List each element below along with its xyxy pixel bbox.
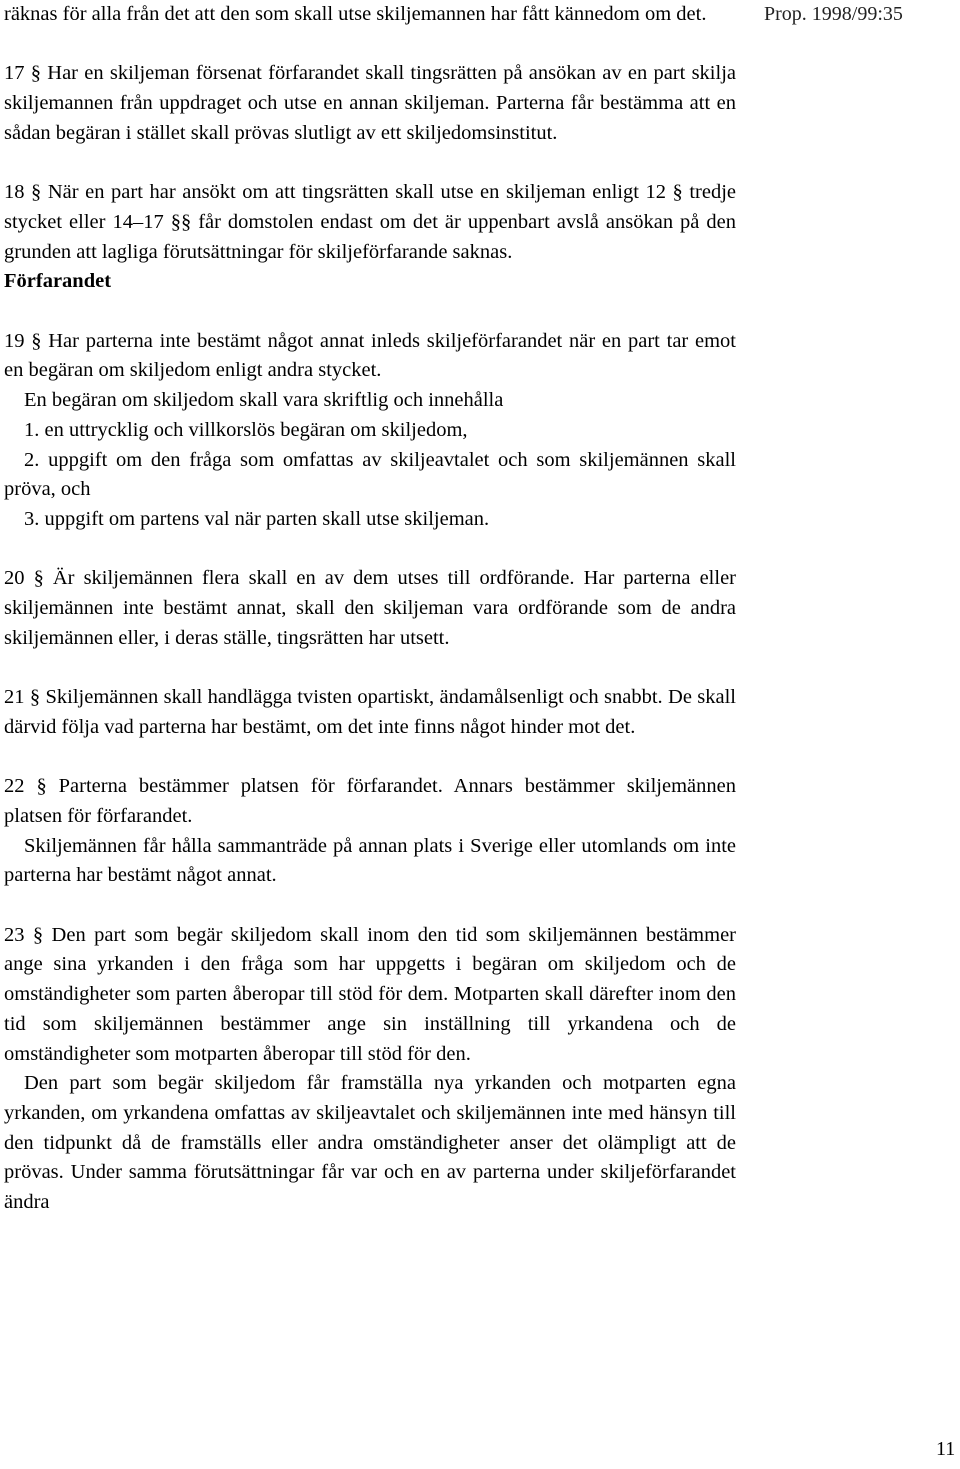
paragraph-section-17: 17 § Har en skiljeman försenat förfarandet skall tingsrätten på ansökan av en part skilja skiljemannen från uppdraget och utse en annan skiljeman. Parterna får bestämma att en sådan begäran i stället skall prövas slutligt av ett skiljedomsinstitut. — [4, 62, 736, 144]
paragraph-section-20: 20 § Är skiljemännen flera skall en av dem utses till ordförande. Har parterna eller skiljemännen inte bestämt annat, skall den skiljeman vara ordförande som de andra skiljemännen eller, i deras ställe, tingsrätten har utsett. — [4, 567, 736, 649]
list-item-3: 3. uppgift om partens val när parten skall utse skiljeman. — [24, 507, 490, 530]
paragraph-section-19-second: En begäran om skiljedom skall vara skriftlig och innehålla — [24, 389, 504, 412]
list-item-2: 2. uppgift om den fråga som omfattas av skiljeavtalet och som skiljemännen skall pröva, och — [4, 448, 736, 501]
list-item-1: 1. en uttrycklig och villkorslös begäran om skiljedom, — [24, 418, 468, 441]
paragraph-continuation: räknas för alla från det att den som skall utse skiljemannen har fått kännedom om det. — [4, 3, 707, 25]
paragraph-section-18: 18 § När en part har ansökt om att tingsrätten skall utse en skiljeman enligt 12 § tredje stycket eller 14–17 §§ får domstolen endast om det är uppenbart avslå ansökan på den grunden att lagliga förutsättningar för skiljeförfarande saknas. — [4, 181, 736, 263]
paragraph-section-19: 19 § Har parterna inte bestämt något annat inleds skiljeförfarandet när en part tar emot en begäran om skiljedom enligt andra stycket. — [4, 329, 736, 382]
paragraph-section-22: 22 § Parterna bestämmer platsen för förfarandet. Annars bestämmer skiljemännen platsen för förfarandet. — [4, 775, 736, 827]
document-body — [4, 0, 736, 1218]
heading-forfarandet: Förfarandet — [4, 270, 112, 293]
paragraph-section-23: 23 § Den part som begär skiljedom skall inom den tid som skiljemännen bestämmer ange sina yrkanden i den fråga som har uppgetts i begäran om skiljedom och de omständigheter som parten åberopar till stöd för dem. Motparten skall därefter inom den tid som skiljemännen bestämmer ange sin inställning till yrkandena och de omständigheter som motparten åberopar till stöd för den. — [4, 923, 736, 1065]
paragraph-section-22-second: Skiljemännen får hålla sammanträde på annan plats i Sverige eller utomlands om inte parterna har bestämt något annat. — [4, 834, 736, 887]
paragraph-section-23-second: Den part som begär skiljedom får framställa nya yrkanden och motparten egna yrkanden, om yrkandena omfattas av skiljeavtalet och skiljemännen inte med hänsyn till den tidpunkt då de framställs eller andra omständigheter anser det olämpligt att de prövas. Under samma förutsättningar får var och en av parterna under skiljeförfarandet ändra — [4, 1072, 736, 1214]
prop-reference: Prop. 1998/99:35 — [764, 3, 903, 25]
paragraph-section-21: 21 § Skiljemännen skall handlägga tvisten opartiskt, ändamålsenligt och snabbt. De skall därvid följa vad parterna har bestämt, om det inte finns något hinder mot det. — [4, 686, 736, 738]
page-number: 11 — [936, 1438, 956, 1460]
